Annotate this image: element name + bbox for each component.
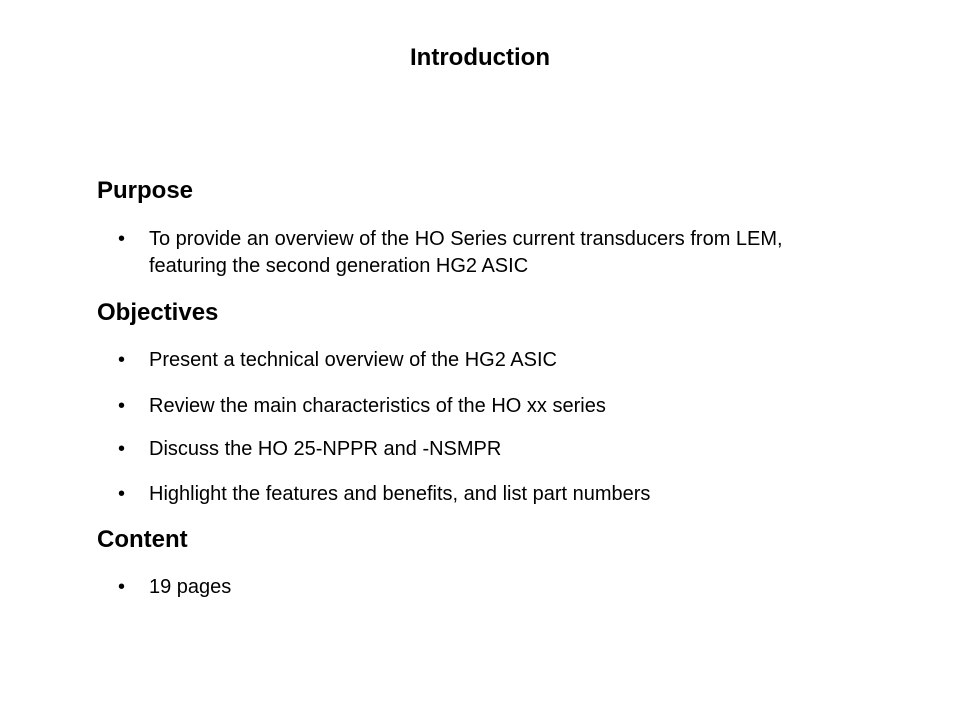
- bullet-icon: •: [118, 395, 126, 417]
- list-item: [118, 347, 858, 374]
- section-heading-purpose: Purpose: [97, 177, 194, 204]
- bullet-icon: •: [118, 349, 126, 371]
- list-item: [118, 481, 858, 508]
- list-item: [118, 574, 858, 601]
- bullet-text: To provide an overview of the HO Series current transducers from LEM, featuring the second generation HG2 ASIC: [149, 228, 783, 277]
- list-item: [118, 226, 858, 280]
- bullet-text: Discuss the HO 25-NPPR and -NSMPR: [149, 438, 502, 460]
- bullet-text: 19 pages: [149, 576, 232, 598]
- bullet-icon: •: [118, 576, 126, 598]
- bullet-text: Highlight the features and benefits, and list part numbers: [149, 483, 651, 505]
- slide-title: Introduction: [410, 44, 550, 71]
- section-heading-content: Content: [97, 526, 188, 553]
- bullet-icon: •: [118, 483, 126, 505]
- bullet-icon: •: [118, 438, 126, 460]
- list-item: [118, 393, 858, 420]
- bullet-text: Review the main characteristics of the HO xx series: [149, 395, 606, 417]
- list-item: [118, 436, 858, 463]
- section-heading-objectives: Objectives: [97, 299, 219, 326]
- bullet-text: Present a technical overview of the HG2 ASIC: [149, 349, 557, 371]
- bullet-icon: •: [118, 228, 126, 250]
